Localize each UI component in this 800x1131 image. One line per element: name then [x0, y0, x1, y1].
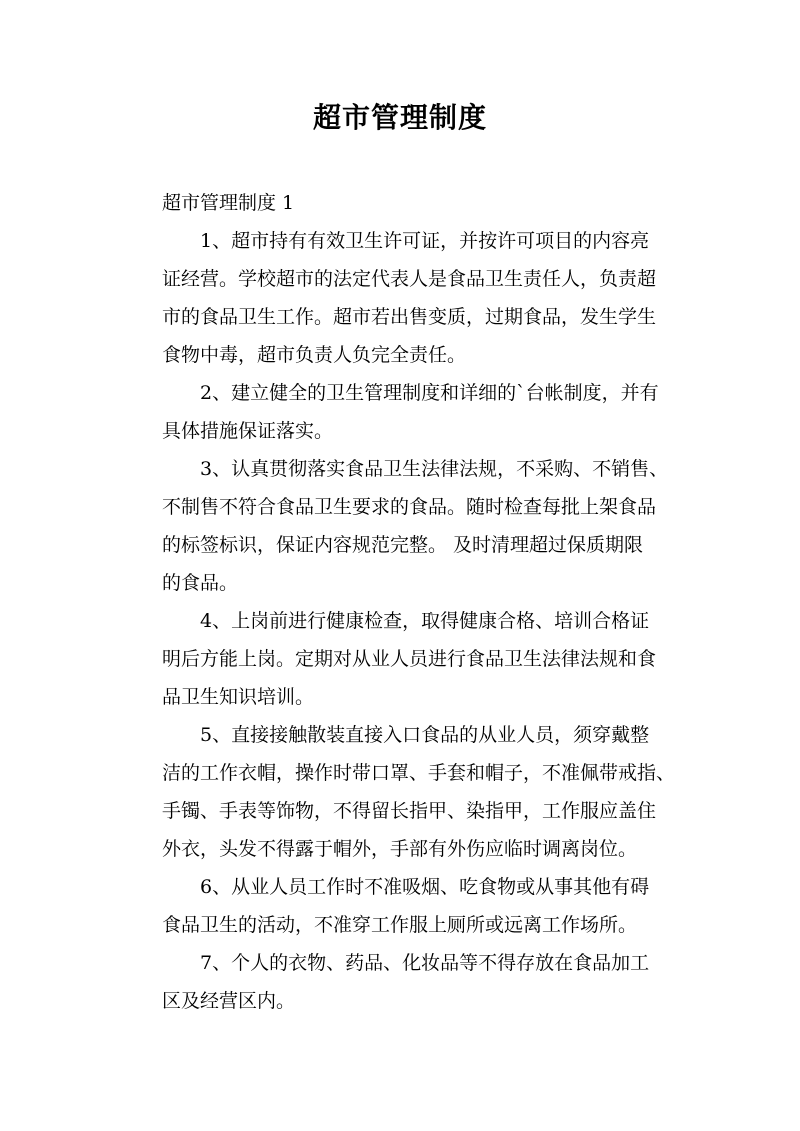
- paragraph-1: [124, 222, 680, 374]
- paragraph-line: 明后方能上岗。定期对从业人员进行食品卫生法律法规和食: [162, 648, 657, 670]
- paragraph-7: [124, 944, 680, 1020]
- paragraph-line: 手镯、手表等饰物，不得留长指甲、染指甲，工作服应盖住: [162, 800, 657, 822]
- paragraph-line: 洁的工作衣帽，操作时带口罩、手套和帽子，不准佩带戒指、: [162, 762, 676, 784]
- paragraph-line: 品卫生知识培训。: [162, 686, 315, 708]
- paragraph-line: 区及经营区内。: [162, 990, 296, 1012]
- paragraph-line: 的食品。: [162, 572, 239, 594]
- paragraph-line: 市的食品卫生工作。超市若出售变质，过期食品，发生学生: [162, 306, 657, 328]
- paragraph-line: 3、认真贯彻落实食品卫生法律法规，不采购、不销售、: [200, 458, 669, 480]
- paragraph-line: 4、上岗前进行健康检查，取得健康合格、培训合格证: [200, 610, 650, 632]
- paragraph-6: [124, 868, 680, 944]
- paragraph-line: 不制售不符合食品卫生要求的食品。随时检查每批上架食品: [162, 496, 657, 518]
- paragraph-line: 的标签标识，保证内容规范完整。 及时清理超过保质期限: [162, 534, 644, 556]
- paragraph-line: 证经营。学校超市的法定代表人是食品卫生责任人，负责超: [162, 268, 657, 290]
- paragraph-line: 5、直接接触散装直接入口食品的从业人员，须穿戴整: [200, 724, 650, 746]
- paragraph-2: [124, 374, 680, 450]
- paragraph-4: [124, 602, 680, 716]
- paragraph-line: 食物中毒，超市负责人负完全责任。: [162, 344, 467, 366]
- section-heading: 超市管理制度 1: [162, 192, 295, 214]
- paragraph-line: 外衣，头发不得露于帽外，手部有外伤应临时调离岗位。: [162, 838, 638, 860]
- document-title: 超市管理制度: [312, 101, 487, 134]
- paragraph-line: 1、超市持有有效卫生许可证，并按许可项目的内容亮: [200, 230, 650, 252]
- paragraph-5: [124, 716, 680, 868]
- document-body: [124, 184, 680, 1020]
- paragraph-line: 具体措施保证落实。: [162, 420, 334, 442]
- paragraph-3: [124, 450, 680, 602]
- paragraph-line: 食品卫生的活动，不准穿工作服上厕所或远离工作场所。: [162, 914, 638, 936]
- paragraph-line: 6、从业人员工作时不准吸烟、吃食物或从事其他有碍: [200, 876, 650, 898]
- paragraph-line: 7、个人的衣物、药品、化妆品等不得存放在食品加工: [200, 952, 650, 974]
- paragraph-line: 2、建立健全的卫生管理制度和详细的`台帐制度，并有: [200, 382, 659, 404]
